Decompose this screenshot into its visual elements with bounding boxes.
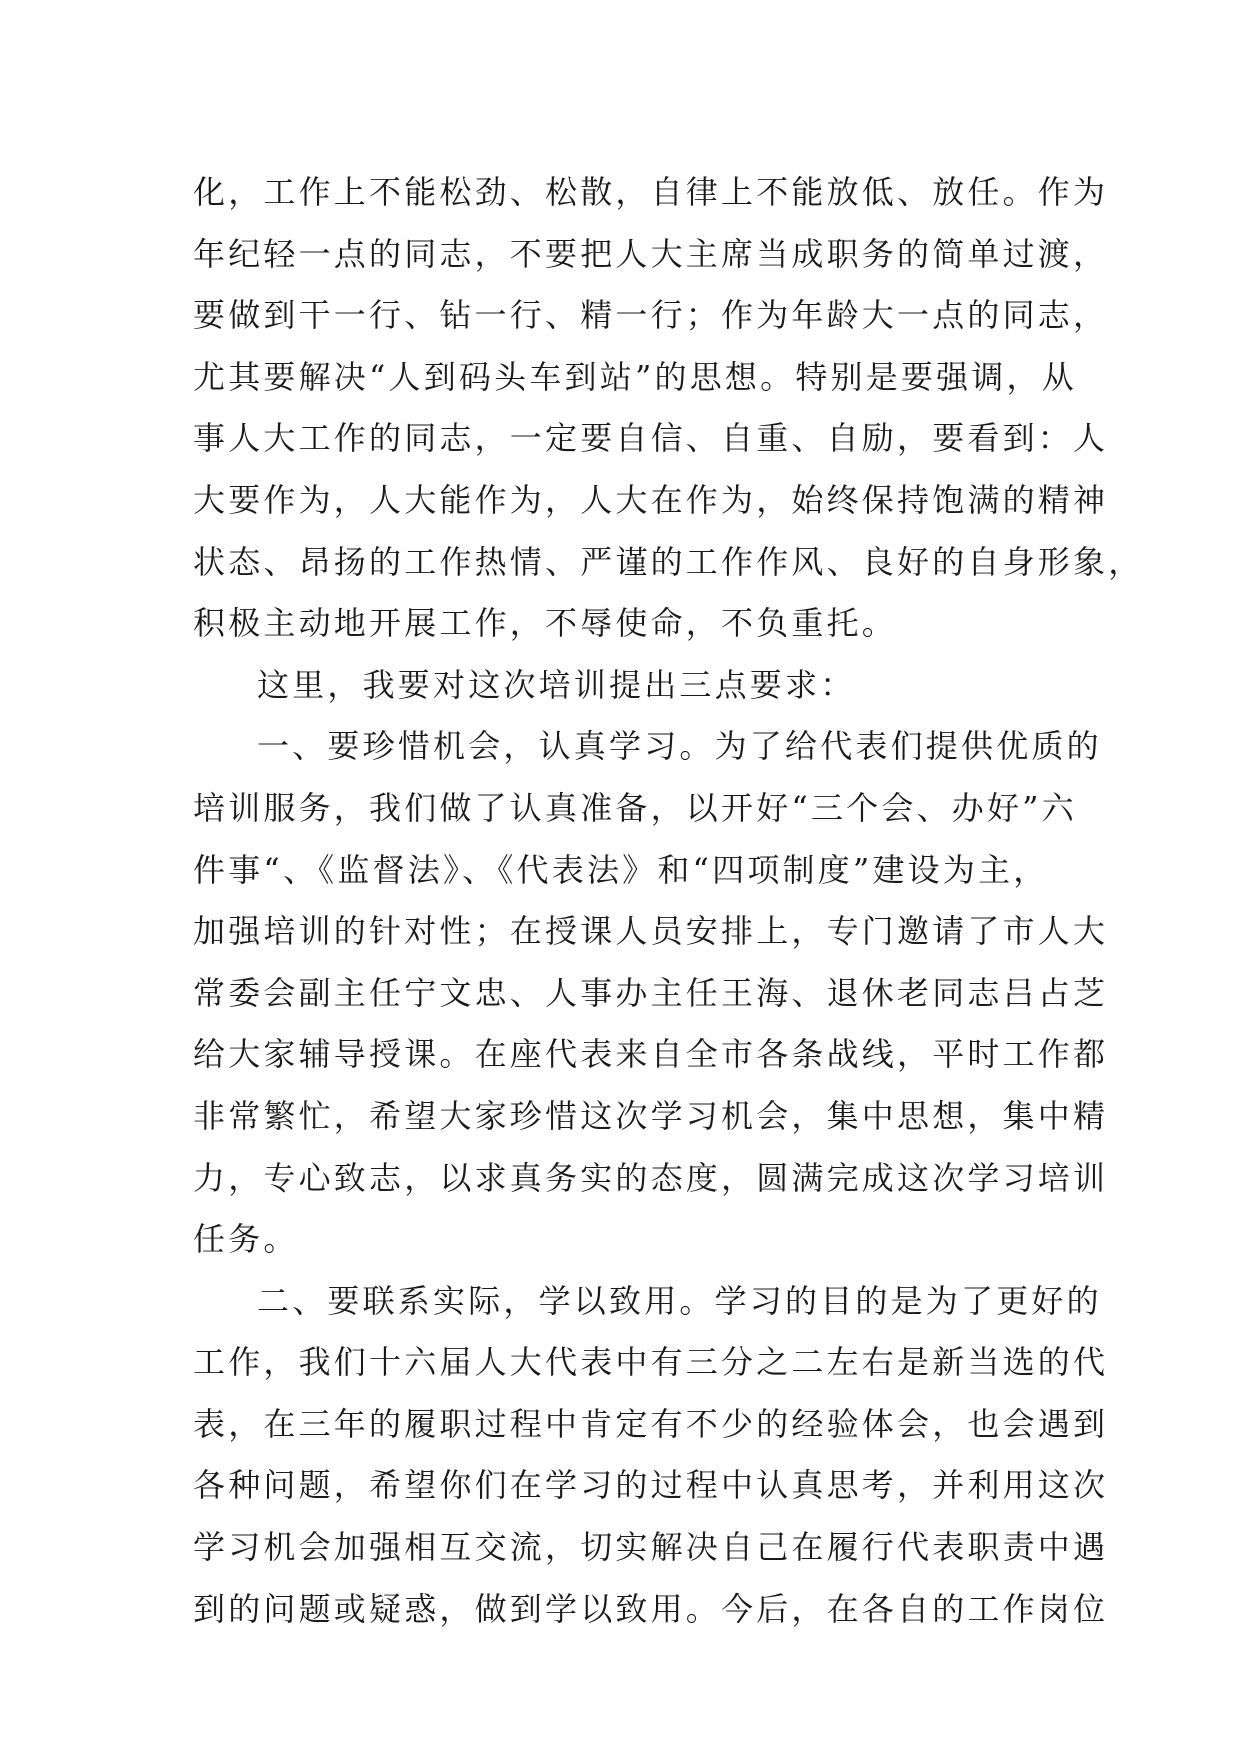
text-line: 工作，我们十六届人大代表中有三分之二左右是新当选的代 [193,1343,1109,1382]
text-line: 化，工作上不能松劲、松散，自律上不能放低、放任。作为 [193,173,1109,211]
text-line: 任务。 [193,1220,299,1259]
text-line: 到的问题或疑惑，做到学以致用。今后，在各自的工作岗位 [193,1589,1109,1628]
text-line: 事人大工作的同志，一定要自信、自重、自励，要看到：人 [193,419,1109,458]
text-line: 积极主动地开展工作，不辱使命，不负重托。 [193,604,898,643]
text-line: 表，在三年的履职过程中肯定有不少的经验体会，也会遇到 [193,1404,1109,1443]
text-line: 二、要联系实际，学以致用。学习的目的是为了更好的 [257,1281,1102,1320]
text-line: 加强培训的针对性；在授课人员安排上，专门邀请了市人大 [193,912,1109,951]
text-line: 给大家辅导授课。在座代表来自全市各条战线，平时工作都 [193,1035,1109,1074]
body-text [193,162,1144,1640]
text-line: 要做到干一行、钻一行、精一行；作为年龄大一点的同志， [193,296,1109,335]
text-line: 常委会副主任宁文忠、人事办主任王海、退休老同志吕占芝 [193,973,1109,1012]
text-line: 力，专心致志，以求真务实的态度，圆满完成这次学习培训 [193,1158,1109,1197]
text-line: 尤其要解决“人到码头车到站”的思想。特别是要强调，从 [193,357,1077,396]
text-line: 件事“、《监督法》、《代表法》和“四项制度”建设为主， [193,850,1049,889]
text-line: 年纪轻一点的同志，不要把人大主席当成职务的简单过渡， [193,234,1109,273]
text-line: 一、要珍惜机会，认真学习。为了给代表们提供优质的 [257,727,1102,766]
text-line: 这里，我要对这次培训提出三点要求： [257,665,856,704]
text-line: 非常繁忙，希望大家珍惜这次学习机会，集中思想，集中精 [193,1096,1109,1135]
text-line: 培训服务，我们做了认真准备，以开好“三个会、办好”六 [193,788,1077,827]
text-line: 各种问题，希望你们在学习的过程中认真思考，并利用这次 [193,1466,1109,1505]
text-line: 大要作为，人大能作为，人大在作为，始终保持饱满的精神 [193,480,1109,519]
text-line: 状态、昂扬的工作热情、严谨的工作作风、良好的自身形象， [193,542,1144,581]
text-line: 学习机会加强相互交流，切实解决自己在履行代表职责中遇 [193,1528,1109,1567]
